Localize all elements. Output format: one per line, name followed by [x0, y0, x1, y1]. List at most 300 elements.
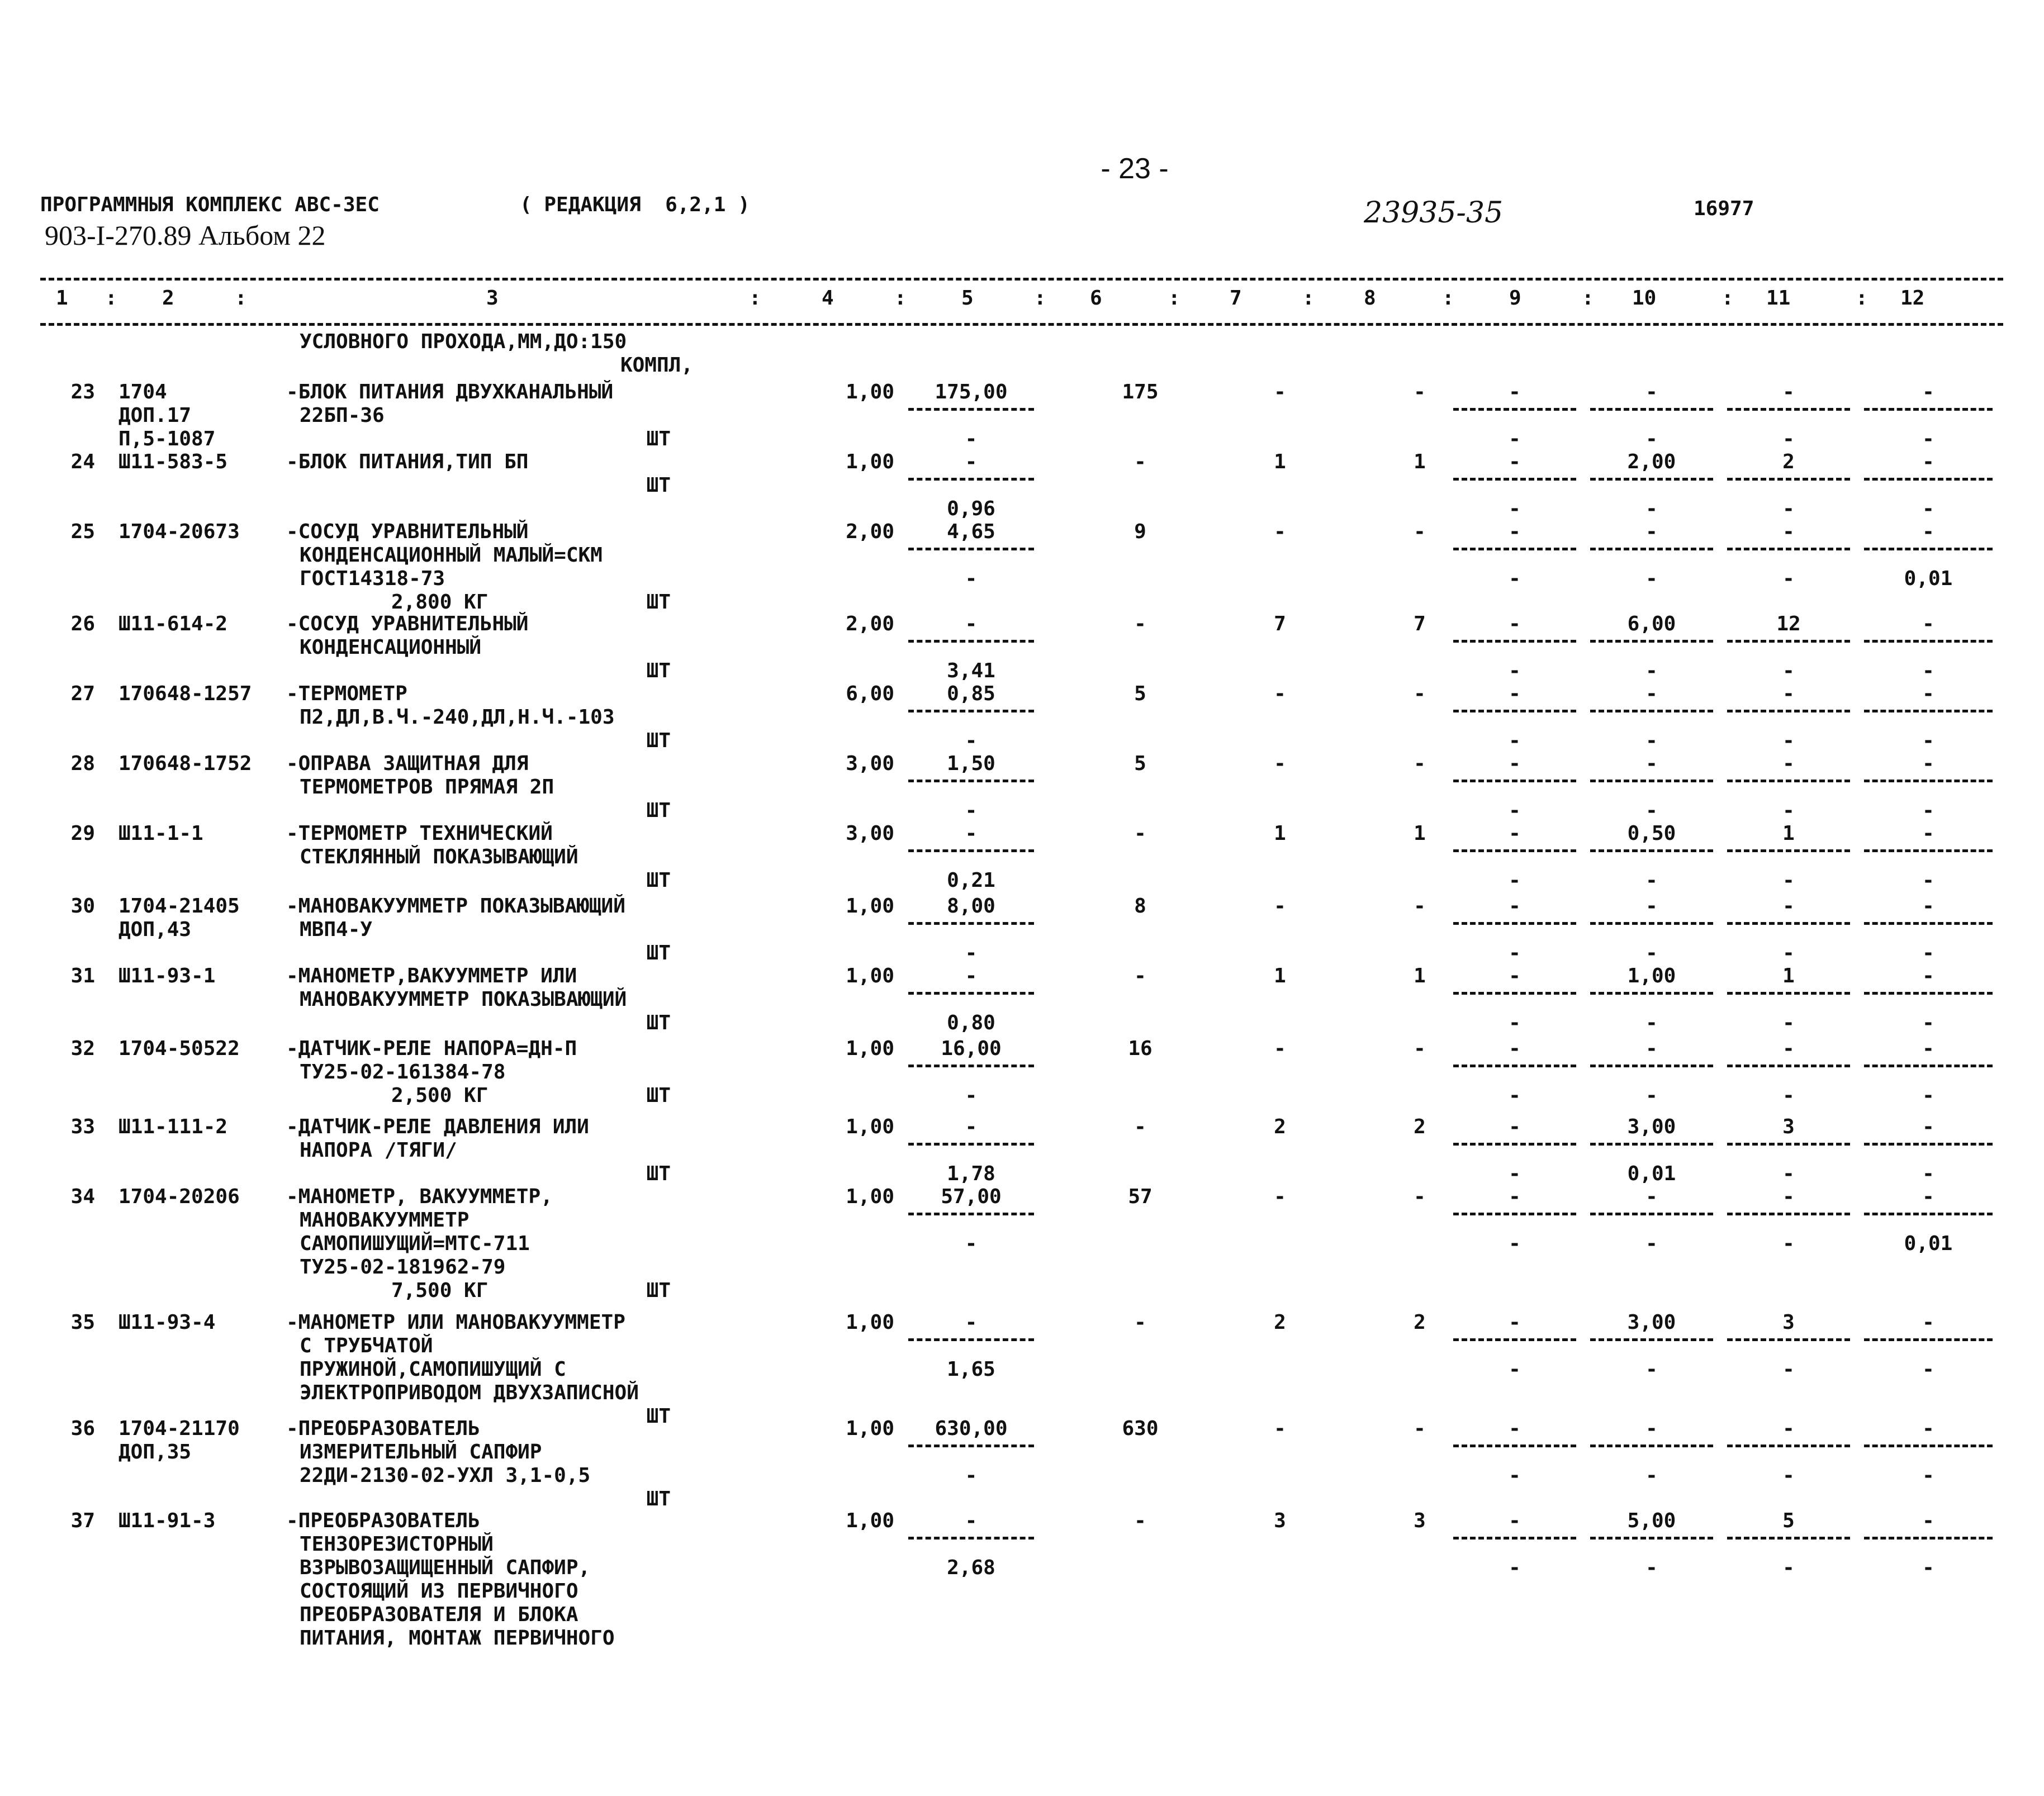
- c12-subvalue: -: [1922, 497, 1934, 520]
- row-number: 24: [70, 450, 95, 473]
- row-number: 31: [70, 964, 95, 987]
- subtotal-rule: [908, 992, 1034, 995]
- item-description: -ПРЕОБРАЗОВАТЕЛЬ: [286, 1509, 480, 1532]
- subtotal-rule: [1864, 1065, 1993, 1067]
- c11-value: -: [1782, 1417, 1795, 1440]
- cost-subvalue: -: [965, 427, 978, 450]
- c9-value: -: [1509, 1311, 1521, 1334]
- c11-value: 3: [1782, 1311, 1795, 1334]
- c9-value: -: [1509, 964, 1521, 987]
- c10-value: 5,00: [1627, 1509, 1676, 1532]
- item-description: -ДАТЧИК-РЕЛЕ НАПОРА=ДН-П: [286, 1037, 577, 1060]
- c11-value: 1: [1782, 964, 1795, 987]
- c12-subvalue: -: [1922, 1011, 1934, 1034]
- item-code: Ш11-583-5: [118, 450, 228, 473]
- album-label: 903-I-270.89 Альбом 22: [45, 220, 326, 251]
- c9-subvalue: -: [1509, 869, 1521, 892]
- subtotal-rule: [1727, 710, 1850, 712]
- c9-value: -: [1509, 520, 1521, 543]
- c10-value: -: [1645, 895, 1658, 918]
- subtotal-rule: [1590, 478, 1713, 481]
- column-header-5: 5: [961, 287, 974, 310]
- col8-value: 1: [1414, 450, 1426, 473]
- c10-subvalue: -: [1645, 1084, 1658, 1107]
- column-header-9: 9: [1509, 287, 1521, 310]
- subtotal-rule: [1453, 478, 1576, 481]
- c12-value: -: [1922, 1509, 1934, 1532]
- cost-value: 630,00: [935, 1417, 1008, 1440]
- quantity: 2,00: [846, 612, 894, 635]
- total-value: -: [1134, 1509, 1146, 1532]
- c12-subvalue: -: [1922, 427, 1934, 450]
- c9-value: -: [1509, 1115, 1521, 1138]
- column-separator: :: [1302, 287, 1315, 310]
- c12-value: -: [1922, 381, 1934, 403]
- cost-value: -: [965, 1509, 978, 1532]
- c9-value: -: [1509, 450, 1521, 473]
- quantity: 1,00: [846, 381, 894, 403]
- item-description: САМОПИШУЩИЙ=МТС-711: [300, 1232, 530, 1255]
- unit-label: ШТ: [646, 1011, 671, 1034]
- cost-value: 8,00: [947, 895, 995, 918]
- item-description: ТЕРМОМЕТРОВ ПРЯМАЯ 2П: [300, 776, 554, 799]
- subtotal-rule: [1727, 1065, 1850, 1067]
- c9-subvalue: -: [1509, 1162, 1521, 1185]
- item-description: -МАНОМЕТР, ВАКУУММЕТР,: [286, 1185, 553, 1208]
- subtotal-rule: [908, 922, 1034, 925]
- total-value: 175: [1122, 381, 1159, 403]
- quantity: 1,00: [846, 1311, 894, 1334]
- c10-value: 3,00: [1627, 1115, 1676, 1138]
- c9-subvalue: -: [1509, 1011, 1521, 1034]
- c12-value: -: [1922, 450, 1934, 473]
- row-number: 29: [70, 822, 95, 845]
- item-description: -ТЕРМОМЕТР: [286, 682, 407, 705]
- col8-value: 2: [1414, 1115, 1426, 1138]
- column-separator: :: [894, 287, 907, 310]
- item-description: -ТЕРМОМЕТР ТЕХНИЧЕСКИЙ: [286, 822, 553, 845]
- item-description: НАПОРА /ТЯГИ/: [300, 1139, 457, 1162]
- cost-subvalue: 1,65: [947, 1358, 995, 1381]
- c12-value: -: [1922, 1417, 1934, 1440]
- c10-subvalue: -: [1645, 659, 1658, 682]
- cost-value: 175,00: [935, 381, 1008, 403]
- total-value: 5: [1134, 682, 1146, 705]
- subtotal-rule: [1727, 849, 1850, 852]
- subtotal-rule: [1453, 849, 1576, 852]
- unit-label: ШТ: [646, 1405, 671, 1428]
- c9-value: -: [1509, 381, 1521, 403]
- header-rule-bottom: [40, 323, 2003, 326]
- subtotal-rule: [1590, 1065, 1713, 1067]
- c12-subvalue: -: [1922, 942, 1934, 964]
- c9-value: -: [1509, 1509, 1521, 1532]
- c9-value: -: [1509, 822, 1521, 845]
- subtotal-rule: [1453, 1213, 1576, 1215]
- c10-subvalue: 0,01: [1627, 1162, 1676, 1185]
- row-number: 36: [70, 1417, 95, 1440]
- doc-number: 16977: [1694, 197, 1754, 220]
- c10-subvalue: -: [1645, 427, 1658, 450]
- continued-unit: КОМПЛ,: [620, 354, 693, 377]
- col7-value: 1: [1274, 450, 1286, 473]
- subtotal-rule: [1864, 548, 1993, 550]
- item-description: ВЗРЫВОЗАЩИЩЕННЫЙ САПФИР,: [300, 1556, 591, 1579]
- total-value: -: [1134, 612, 1146, 635]
- subtotal-rule: [908, 1065, 1034, 1067]
- c11-subvalue: -: [1782, 1556, 1795, 1579]
- cost-subvalue: -: [965, 1232, 978, 1255]
- column-separator: :: [235, 287, 247, 310]
- item-code: Ш11-93-4: [118, 1311, 216, 1334]
- column-header-12: 12: [1900, 287, 1925, 310]
- c9-value: -: [1509, 612, 1521, 635]
- c10-value: 3,00: [1627, 1311, 1676, 1334]
- c12-value: -: [1922, 1185, 1934, 1208]
- c10-value: -: [1645, 1417, 1658, 1440]
- cost-value: -: [965, 612, 978, 635]
- column-header-8: 8: [1364, 287, 1376, 310]
- col7-value: -: [1274, 1417, 1286, 1440]
- c10-subvalue: -: [1645, 729, 1658, 752]
- subtotal-rule: [908, 408, 1034, 411]
- c12-subvalue: -: [1922, 1464, 1934, 1487]
- item-weight: 2,500 КГ: [391, 1084, 489, 1107]
- column-header-2: 2: [162, 287, 174, 310]
- col7-value: -: [1274, 895, 1286, 918]
- item-code: 170648-1752: [118, 752, 252, 775]
- c10-subvalue: -: [1645, 567, 1658, 590]
- c9-subvalue: -: [1509, 1358, 1521, 1381]
- subtotal-rule: [1864, 478, 1993, 481]
- col7-value: 2: [1274, 1115, 1286, 1138]
- c9-subvalue: -: [1509, 1556, 1521, 1579]
- unit-label: ШТ: [646, 1162, 671, 1185]
- total-value: -: [1134, 450, 1146, 473]
- subtotal-rule: [1864, 1537, 1993, 1540]
- column-header-1: 1: [56, 287, 68, 310]
- item-code: 1704: [118, 381, 167, 403]
- c9-subvalue: -: [1509, 799, 1521, 822]
- col8-value: -: [1414, 752, 1426, 775]
- c10-subvalue: -: [1645, 1011, 1658, 1034]
- subtotal-rule: [1864, 780, 1993, 782]
- column-separator: :: [1442, 287, 1454, 310]
- c11-value: -: [1782, 1037, 1795, 1060]
- item-description: 22ДИ-2130-02-УХЛ 3,1-0,5: [300, 1464, 591, 1487]
- c12-subvalue: 0,01: [1904, 567, 1953, 590]
- col8-value: -: [1414, 1037, 1426, 1060]
- c9-subvalue: -: [1509, 497, 1521, 520]
- item-description: СТЕКЛЯННЫЙ ПОКАЗЫВАЮЩИЙ: [300, 845, 578, 868]
- total-value: 5: [1134, 752, 1146, 775]
- c9-subvalue: -: [1509, 1084, 1521, 1107]
- c11-value: 5: [1782, 1509, 1795, 1532]
- c9-subvalue: -: [1509, 567, 1521, 590]
- subtotal-rule: [1453, 548, 1576, 550]
- item-code: Ш11-1-1: [118, 822, 203, 845]
- subtotal-rule: [1590, 710, 1713, 712]
- item-code: 1704-20206: [118, 1185, 240, 1208]
- c9-subvalue: -: [1509, 1464, 1521, 1487]
- c10-value: -: [1645, 520, 1658, 543]
- c12-value: -: [1922, 895, 1934, 918]
- column-separator: :: [1856, 287, 1868, 310]
- c10-subvalue: -: [1645, 942, 1658, 964]
- subtotal-rule: [1727, 1445, 1850, 1447]
- subtotal-rule: [1864, 922, 1993, 925]
- c12-value: -: [1922, 822, 1934, 845]
- item-code: Ш11-93-1: [118, 964, 216, 987]
- total-value: 9: [1134, 520, 1146, 543]
- item-code: ДОП,35: [118, 1441, 192, 1464]
- item-code: 1704-20673: [118, 520, 240, 543]
- item-description: ТЕНЗОРЕЗИСТОРНЫЙ: [300, 1533, 494, 1556]
- c12-value: -: [1922, 752, 1934, 775]
- row-number: 23: [70, 381, 95, 403]
- c12-subvalue: -: [1922, 1556, 1934, 1579]
- subtotal-rule: [1727, 1213, 1850, 1215]
- subtotal-rule: [1727, 478, 1850, 481]
- c11-subvalue: -: [1782, 1011, 1795, 1034]
- c12-subvalue: -: [1922, 659, 1934, 682]
- c10-subvalue: -: [1645, 869, 1658, 892]
- col8-value: -: [1414, 1185, 1426, 1208]
- row-number: 28: [70, 752, 95, 775]
- c9-subvalue: -: [1509, 1232, 1521, 1255]
- col7-value: 1: [1274, 822, 1286, 845]
- cost-subvalue: -: [965, 799, 978, 822]
- total-value: -: [1134, 1115, 1146, 1138]
- total-value: 16: [1128, 1037, 1153, 1060]
- c11-subvalue: -: [1782, 1232, 1795, 1255]
- cost-subvalue: 1,78: [947, 1162, 995, 1185]
- col8-value: 3: [1414, 1509, 1426, 1532]
- c10-subvalue: -: [1645, 1232, 1658, 1255]
- unit-label: ШТ: [646, 869, 671, 892]
- c10-value: -: [1645, 752, 1658, 775]
- subtotal-rule: [908, 1445, 1034, 1447]
- item-description: 22БП-36: [300, 404, 385, 427]
- continued-line: УСЛОВНОГО ПРОХОДА,ММ,ДО:150: [300, 330, 627, 353]
- c11-subvalue: -: [1782, 1464, 1795, 1487]
- subtotal-rule: [908, 710, 1034, 712]
- subtotal-rule: [908, 1213, 1034, 1215]
- subtotal-rule: [1590, 1143, 1713, 1146]
- c10-value: 0,50: [1627, 822, 1676, 845]
- subtotal-rule: [908, 640, 1034, 643]
- subtotal-rule: [1453, 780, 1576, 782]
- item-description: КОНДЕНСАЦИОННЫЙ: [300, 636, 482, 659]
- item-code: П,5-1087: [118, 427, 216, 450]
- cost-subvalue: -: [965, 1464, 978, 1487]
- total-value: 8: [1134, 895, 1146, 918]
- page-number: - 23 -: [1101, 153, 1169, 185]
- column-separator: :: [1721, 287, 1734, 310]
- subtotal-rule: [1590, 849, 1713, 852]
- column-header-10: 10: [1632, 287, 1657, 310]
- col8-value: 1: [1414, 964, 1426, 987]
- column-header-7: 7: [1230, 287, 1242, 310]
- c11-value: 2: [1782, 450, 1795, 473]
- subtotal-rule: [1727, 1537, 1850, 1540]
- col7-value: -: [1274, 520, 1286, 543]
- c11-value: 1: [1782, 822, 1795, 845]
- c11-value: -: [1782, 1185, 1795, 1208]
- item-description: -БЛОК ПИТАНИЯ ДВУХКАНАЛЬНЫЙ: [286, 381, 614, 403]
- c9-value: -: [1509, 1417, 1521, 1440]
- item-description: ПРУЖИНОЙ,САМОПИШУЩИЙ С: [300, 1358, 566, 1381]
- item-code: 1704-21405: [118, 895, 240, 918]
- cost-value: 57,00: [941, 1185, 1002, 1208]
- subtotal-rule: [1864, 992, 1993, 995]
- c10-value: -: [1645, 682, 1658, 705]
- subtotal-rule: [1864, 849, 1993, 852]
- col8-value: 2: [1414, 1311, 1426, 1334]
- col8-value: -: [1414, 381, 1426, 403]
- col8-value: -: [1414, 895, 1426, 918]
- subtotal-rule: [1864, 1445, 1993, 1447]
- c9-value: -: [1509, 1185, 1521, 1208]
- cost-value: 1,50: [947, 752, 995, 775]
- subtotal-rule: [908, 1143, 1034, 1146]
- total-value: -: [1134, 822, 1146, 845]
- unit-label: ШТ: [646, 1279, 671, 1302]
- c9-value: -: [1509, 682, 1521, 705]
- c10-subvalue: -: [1645, 1556, 1658, 1579]
- item-description: -МАНОВАКУУММЕТР ПОКАЗЫВАЮЩИЙ: [286, 895, 625, 918]
- item-description: ТУ25-02-161384-78: [300, 1061, 506, 1084]
- item-description: ТУ25-02-181962-79: [300, 1256, 506, 1279]
- c11-value: -: [1782, 682, 1795, 705]
- col7-value: 7: [1274, 612, 1286, 635]
- c10-subvalue: -: [1645, 1358, 1658, 1381]
- subtotal-rule: [1864, 640, 1993, 643]
- c12-subvalue: 0,01: [1904, 1232, 1953, 1255]
- c12-subvalue: -: [1922, 1358, 1934, 1381]
- item-description: -МАНОМЕТР ИЛИ МАНОВАКУУММЕТР: [286, 1311, 625, 1334]
- subtotal-rule: [1727, 922, 1850, 925]
- quantity: 1,00: [846, 1037, 894, 1060]
- col7-value: -: [1274, 381, 1286, 403]
- total-value: -: [1134, 1311, 1146, 1334]
- c9-subvalue: -: [1509, 942, 1521, 964]
- c10-value: 6,00: [1627, 612, 1676, 635]
- c10-subvalue: -: [1645, 497, 1658, 520]
- unit-label: ШТ: [646, 427, 671, 450]
- subtotal-rule: [1590, 922, 1713, 925]
- c11-subvalue: -: [1782, 799, 1795, 822]
- cost-subvalue: -: [965, 942, 978, 964]
- subtotal-rule: [1864, 408, 1993, 411]
- row-number: 25: [70, 520, 95, 543]
- c10-value: 1,00: [1627, 964, 1676, 987]
- subtotal-rule: [1453, 1143, 1576, 1146]
- cost-subvalue: 2,68: [947, 1556, 995, 1579]
- c11-subvalue: -: [1782, 869, 1795, 892]
- c11-subvalue: -: [1782, 567, 1795, 590]
- item-description: -ОПРАВА ЗАЩИТНАЯ ДЛЯ: [286, 752, 529, 775]
- quantity: 1,00: [846, 1115, 894, 1138]
- c9-value: -: [1509, 1037, 1521, 1060]
- col7-value: -: [1274, 752, 1286, 775]
- subtotal-rule: [908, 478, 1034, 481]
- c11-value: 3: [1782, 1115, 1795, 1138]
- item-description: -ДАТЧИК-РЕЛЕ ДАВЛЕНИЯ ИЛИ: [286, 1115, 589, 1138]
- quantity: 6,00: [846, 682, 894, 705]
- cost-value: -: [965, 1311, 978, 1334]
- c10-subvalue: -: [1645, 1464, 1658, 1487]
- subtotal-rule: [1864, 1338, 1993, 1341]
- row-number: 26: [70, 612, 95, 635]
- cost-value: 4,65: [947, 520, 995, 543]
- col8-value: -: [1414, 1417, 1426, 1440]
- item-description: -МАНОМЕТР,ВАКУУММЕТР ИЛИ: [286, 964, 577, 987]
- subtotal-rule: [1453, 1445, 1576, 1447]
- unit-label: ШТ: [646, 1084, 671, 1107]
- subtotal-rule: [1864, 1143, 1993, 1146]
- item-description: С ТРУБЧАТОЙ: [300, 1334, 433, 1357]
- cost-subvalue: 3,41: [947, 659, 995, 682]
- quantity: 3,00: [846, 752, 894, 775]
- item-description: -ПРЕОБРАЗОВАТЕЛЬ: [286, 1417, 480, 1440]
- subtotal-rule: [908, 780, 1034, 782]
- quantity: 1,00: [846, 895, 894, 918]
- cost-value: -: [965, 1115, 978, 1138]
- c12-subvalue: -: [1922, 1162, 1934, 1185]
- item-description: ПРЕОБРАЗОВАТЕЛЯ И БЛОКА: [300, 1603, 578, 1626]
- c9-subvalue: -: [1509, 659, 1521, 682]
- item-description: -БЛОК ПИТАНИЯ,ТИП БП: [286, 450, 529, 473]
- col7-value: -: [1274, 1185, 1286, 1208]
- item-description: -СОСУД УРАВНИТЕЛЬНЫЙ: [286, 520, 529, 543]
- row-number: 32: [70, 1037, 95, 1060]
- c11-subvalue: -: [1782, 1358, 1795, 1381]
- total-value: 630: [1122, 1417, 1159, 1440]
- subtotal-rule: [1453, 408, 1576, 411]
- col8-value: 1: [1414, 822, 1426, 845]
- item-code: 1704-21170: [118, 1417, 240, 1440]
- c11-subvalue: -: [1782, 942, 1795, 964]
- subtotal-rule: [1727, 992, 1850, 995]
- unit-label: ШТ: [646, 942, 671, 964]
- column-header-4: 4: [822, 287, 834, 310]
- unit-label: ШТ: [646, 1488, 671, 1510]
- column-separator: :: [105, 287, 117, 310]
- c10-value: 2,00: [1627, 450, 1676, 473]
- col7-value: 3: [1274, 1509, 1286, 1532]
- c11-subvalue: -: [1782, 729, 1795, 752]
- column-separator: :: [1034, 287, 1046, 310]
- subtotal-rule: [1453, 1065, 1576, 1067]
- item-description: ИЗМЕРИТЕЛЬНЫЙ САПФИР: [300, 1441, 542, 1464]
- item-description: КОНДЕНСАЦИОННЫЙ МАЛЫЙ=СКМ: [300, 544, 603, 567]
- quantity: 3,00: [846, 822, 894, 845]
- item-code: ДОП.17: [118, 404, 192, 427]
- c11-subvalue: -: [1782, 1084, 1795, 1107]
- subtotal-rule: [1453, 1537, 1576, 1540]
- quantity: 1,00: [846, 1185, 894, 1208]
- row-number: 34: [70, 1185, 95, 1208]
- edition-label: ( РЕДАКЦИЯ 6,2,1 ): [520, 193, 750, 216]
- column-separator: :: [1168, 287, 1180, 310]
- unit-label: ШТ: [646, 474, 671, 497]
- col8-value: -: [1414, 520, 1426, 543]
- subtotal-rule: [1590, 640, 1713, 643]
- col8-value: -: [1414, 682, 1426, 705]
- item-description: МВП4-У: [300, 918, 373, 941]
- c12-value: -: [1922, 964, 1934, 987]
